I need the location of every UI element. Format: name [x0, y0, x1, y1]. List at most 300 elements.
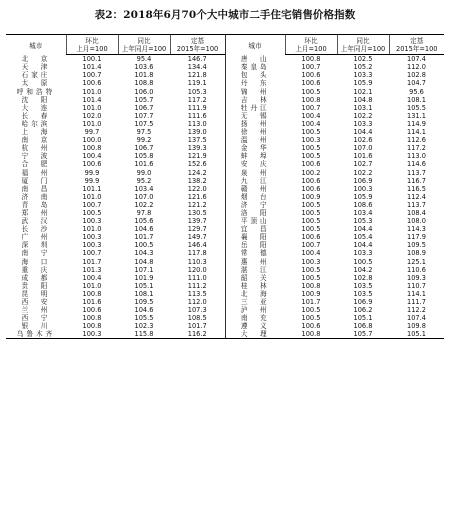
- left-yoy-cell: 101.9: [134, 273, 154, 282]
- right-base-cell: 107.4: [407, 55, 426, 64]
- right-mom-cell: 100.7: [301, 103, 321, 112]
- right-base-cell: 114.6: [407, 160, 426, 169]
- table-row: [6, 330, 444, 339]
- right-mom-cell: 100.5: [301, 87, 321, 96]
- left-mom-cell: 100.1: [82, 55, 102, 64]
- table-row: [6, 55, 444, 64]
- left-yoy-cell: 103.4: [134, 184, 154, 193]
- left-city-cell: 太 原: [21, 79, 51, 88]
- right-mom-cell: 100.5: [301, 265, 321, 274]
- right-yoy-cell: 104.4: [353, 225, 373, 234]
- right-base-cell: 112.6: [407, 136, 426, 145]
- right-base-cell: 95.6: [409, 87, 424, 96]
- right-mom-cell: 100.6: [301, 71, 321, 80]
- table-row: [6, 79, 444, 87]
- left-city-cell: 成 都: [21, 273, 51, 282]
- table-row: [6, 88, 444, 96]
- left-mom-cell: 102.0: [82, 111, 102, 120]
- right-city-cell: 三 亚: [225, 298, 285, 306]
- right-base-cell: 105.5: [407, 103, 426, 112]
- right-base-cell: 110.7: [407, 281, 426, 290]
- right-city-cell: 遵 义: [225, 322, 285, 330]
- right-base-cell: 112.0: [407, 63, 426, 72]
- right-base-cell: 104.7: [407, 79, 426, 88]
- left-mom-cell: 101.0: [82, 225, 102, 234]
- right-yoy-cell: 107.0: [353, 144, 373, 153]
- right-base-cell: 113.7: [407, 200, 426, 209]
- right-base-cell: 105.1: [389, 330, 444, 339]
- table-row: [6, 160, 444, 168]
- left-yoy-cell: 107.5: [134, 119, 154, 128]
- right-base-cell: 109.8: [407, 322, 426, 331]
- left-base-cell: 146.7: [187, 55, 207, 64]
- left-yoy-cell: 115.8: [118, 330, 170, 339]
- left-city-cell: 乌鲁木齐: [6, 330, 66, 339]
- right-yoy-cell: 105.2: [353, 63, 373, 72]
- right-base-cell: 131.1: [407, 111, 426, 120]
- right-base-cell: 108.0: [407, 217, 426, 226]
- left-mom-cell: 100.8: [82, 289, 102, 298]
- left-mom-cell: 100.8: [82, 314, 102, 323]
- right-base-cell: 102.8: [407, 71, 426, 80]
- left-city-cell: 天 津: [21, 63, 51, 72]
- left-city-cell: 深 圳: [21, 241, 51, 250]
- header-city-right: 城市: [225, 35, 285, 55]
- left-yoy-cell: 104.3: [134, 249, 154, 258]
- right-yoy-cell: 101.6: [353, 152, 373, 161]
- left-city-cell: 南 昌: [21, 184, 51, 193]
- left-base-cell: 122.0: [187, 184, 207, 193]
- left-city-cell: 济 南: [21, 192, 51, 201]
- left-yoy-cell: 104.6: [134, 225, 154, 234]
- right-mom-cell: 100.5: [301, 152, 321, 161]
- right-mom-cell: 100.6: [301, 79, 321, 88]
- left-base-cell: 134.4: [187, 63, 207, 72]
- right-city-cell: 大 理: [225, 330, 285, 339]
- right-mom-cell: 100.5: [301, 128, 321, 137]
- table-row: [6, 266, 444, 274]
- left-base-cell: 130.5: [187, 208, 207, 217]
- right-yoy-cell: 105.9: [353, 192, 373, 201]
- left-base-cell: 113.0: [187, 119, 207, 128]
- right-mom-cell: 100.6: [301, 233, 321, 242]
- table-row: [6, 193, 444, 201]
- header-yoy-sub-right: 上年同月=100: [337, 45, 389, 55]
- right-city-cell: 泉 州: [225, 169, 285, 177]
- right-mom-cell: 100.9: [301, 192, 321, 201]
- table-row: [6, 258, 444, 266]
- table-row: [6, 201, 444, 209]
- table-row: [6, 290, 444, 298]
- left-mom-cell: 100.4: [82, 152, 102, 161]
- left-city-cell: 大 连: [21, 103, 51, 112]
- right-city-cell: 徐 州: [225, 128, 285, 136]
- table-row: [6, 314, 444, 322]
- left-mom-cell: 101.4: [82, 63, 102, 72]
- left-city-cell: 长 春: [21, 111, 51, 120]
- table-row: [6, 249, 444, 257]
- table-row: [6, 71, 444, 79]
- right-city-cell: 北 海: [225, 290, 285, 298]
- right-yoy-cell: 105.7: [337, 330, 389, 339]
- left-mom-cell: 100.6: [82, 160, 102, 169]
- left-yoy-cell: 107.7: [134, 111, 154, 120]
- right-mom-cell: 100.5: [301, 273, 321, 282]
- left-city-cell: 石家庄: [21, 71, 51, 80]
- right-base-cell: 111.7: [407, 298, 426, 306]
- table-row: [6, 128, 444, 136]
- left-mom-cell: 100.4: [82, 273, 102, 282]
- left-yoy-cell: 106.7: [134, 144, 154, 153]
- right-city-cell: 金 华: [225, 144, 285, 152]
- right-city-cell: 洛 阳: [225, 209, 285, 217]
- right-yoy-cell: 104.4: [353, 128, 373, 137]
- left-mom-cell: 100.5: [82, 208, 102, 217]
- right-mom-cell: 100.3: [301, 257, 321, 266]
- right-base-cell: 113.7: [407, 168, 426, 177]
- left-city-cell: 南 京: [21, 136, 51, 145]
- left-base-cell: 111.6: [187, 111, 207, 120]
- left-mom-cell: 101.3: [82, 265, 102, 274]
- right-mom-cell: 100.2: [301, 168, 321, 177]
- header-mom-sub-left: 上月=100: [66, 45, 118, 55]
- left-city-cell: 福 州: [21, 168, 51, 177]
- left-yoy-cell: 101.8: [134, 71, 154, 80]
- right-city-cell: 吉 林: [225, 96, 285, 104]
- left-base-cell: 119.1: [187, 79, 207, 88]
- left-base-cell: 139.7: [187, 217, 207, 226]
- left-yoy-cell: 97.8: [136, 208, 152, 217]
- right-yoy-cell: 104.8: [353, 95, 373, 104]
- left-base-cell: 116.2: [170, 330, 225, 339]
- right-mom-cell: 100.6: [301, 176, 321, 185]
- left-base-cell: 117.2: [187, 95, 207, 104]
- right-mom-cell: 100.7: [301, 241, 321, 250]
- left-yoy-cell: 105.6: [134, 217, 154, 226]
- header-yoy-sub-left: 上年同月=100: [118, 45, 170, 55]
- table-row: [6, 169, 444, 177]
- right-city-cell: 扬 州: [225, 120, 285, 128]
- left-mom-cell: 100.3: [82, 233, 102, 242]
- right-city-cell: 无 锡: [225, 112, 285, 120]
- right-base-cell: 114.1: [407, 289, 426, 298]
- left-base-cell: 121.8: [187, 71, 207, 80]
- left-yoy-cell: 102.3: [134, 322, 154, 331]
- left-mom-cell: 99.9: [84, 168, 100, 177]
- left-yoy-cell: 102.2: [134, 200, 154, 209]
- left-mom-cell: 99.7: [84, 128, 100, 137]
- header-mom-left: 环比: [66, 35, 118, 46]
- left-mom-cell: 101.0: [82, 192, 102, 201]
- right-city-cell: 赣 州: [225, 185, 285, 193]
- left-mom-cell: 101.0: [82, 119, 102, 128]
- header-base-left: 定基: [170, 35, 225, 46]
- table-row: [6, 185, 444, 193]
- table-row: [6, 177, 444, 185]
- right-base-cell: 109.3: [407, 273, 426, 282]
- right-mom-cell: 100.4: [301, 111, 321, 120]
- right-mom-cell: 100.6: [301, 184, 321, 193]
- right-city-cell: 秦皇岛: [225, 63, 285, 71]
- right-mom-cell: 100.5: [301, 200, 321, 209]
- left-city-cell: 银 川: [21, 322, 51, 331]
- left-mom-cell: 100.6: [82, 306, 102, 315]
- right-base-cell: 114.9: [407, 119, 426, 128]
- right-yoy-cell: 100.5: [353, 257, 373, 266]
- right-mom-cell: 100.3: [301, 136, 321, 145]
- right-yoy-cell: 102.1: [353, 87, 373, 96]
- left-city-cell: 海 口: [21, 257, 51, 266]
- table-body: [6, 55, 444, 339]
- left-city-cell: 昆 明: [21, 289, 51, 298]
- right-base-cell: 113.0: [407, 152, 426, 161]
- left-city-cell: 呼和浩特: [16, 87, 56, 96]
- right-mom-cell: 100.5: [301, 314, 321, 323]
- left-base-cell: 101.7: [187, 322, 207, 331]
- right-base-cell: 109.5: [407, 241, 426, 250]
- left-yoy-cell: 99.2: [136, 136, 152, 145]
- right-city-cell: 桂 林: [225, 282, 285, 290]
- right-mom-cell: 100.9: [301, 289, 321, 298]
- header-mom-sub-right: 上月=100: [285, 45, 337, 55]
- left-mom-cell: 100.3: [66, 330, 118, 339]
- table-row: [6, 96, 444, 104]
- right-city-cell: 九 江: [225, 177, 285, 185]
- right-city-cell: 常 德: [225, 249, 285, 257]
- left-mom-cell: 100.7: [82, 200, 102, 209]
- right-mom-cell: 100.5: [301, 217, 321, 226]
- left-yoy-cell: 101.7: [134, 233, 154, 242]
- left-mom-cell: 100.7: [82, 71, 102, 80]
- left-base-cell: 107.3: [187, 306, 207, 315]
- right-yoy-cell: 103.3: [353, 119, 373, 128]
- right-mom-cell: 100.8: [285, 330, 337, 339]
- right-yoy-cell: 102.5: [353, 55, 373, 64]
- left-base-cell: 124.2: [187, 168, 207, 177]
- right-base-cell: 114.3: [407, 225, 426, 234]
- header-row-main: [6, 35, 444, 46]
- right-yoy-cell: 102.2: [353, 111, 373, 120]
- left-yoy-cell: 100.5: [134, 241, 154, 250]
- right-base-cell: 114.1: [407, 128, 426, 137]
- left-yoy-cell: 103.6: [134, 63, 154, 72]
- left-yoy-cell: 107.0: [134, 192, 154, 201]
- header-yoy-right: 同比: [337, 35, 389, 46]
- left-base-cell: 121.9: [187, 152, 207, 161]
- right-yoy-cell: 105.9: [353, 79, 373, 88]
- right-city-cell: 包 头: [225, 71, 285, 79]
- table-row: [6, 144, 444, 152]
- left-city-cell: 重 庆: [21, 265, 51, 274]
- left-city-cell: 郑 州: [21, 208, 51, 217]
- left-yoy-cell: 97.5: [136, 128, 152, 137]
- left-mom-cell: 101.0: [82, 103, 102, 112]
- right-mom-cell: 100.5: [301, 306, 321, 315]
- right-mom-cell: 100.5: [301, 144, 321, 153]
- left-mom-cell: 101.0: [82, 87, 102, 96]
- table-row: [6, 209, 444, 217]
- right-mom-cell: 100.4: [301, 249, 321, 258]
- header-yoy-left: 同比: [118, 35, 170, 46]
- left-base-cell: 108.5: [187, 314, 207, 323]
- left-mom-cell: 100.0: [82, 136, 102, 145]
- left-city-cell: 西 安: [21, 298, 51, 306]
- left-base-cell: 137.5: [187, 136, 207, 145]
- right-mom-cell: 101.7: [301, 298, 321, 306]
- right-city-cell: 唐 山: [225, 55, 285, 64]
- right-city-cell: 温 州: [225, 136, 285, 144]
- right-city-cell: 蚌 埠: [225, 152, 285, 160]
- table-row: [6, 63, 444, 71]
- right-mom-cell: 100.8: [301, 95, 321, 104]
- left-city-cell: 北 京: [21, 54, 51, 63]
- left-base-cell: 152.6: [187, 160, 207, 169]
- left-mom-cell: 101.7: [82, 257, 102, 266]
- left-city-cell: 兰 州: [21, 306, 51, 315]
- left-city-cell: 贵 阳: [21, 281, 51, 290]
- left-city-cell: 沈 阳: [21, 95, 51, 104]
- left-city-cell: 杭 州: [21, 144, 51, 153]
- right-yoy-cell: 106.9: [353, 298, 373, 306]
- right-yoy-cell: 105.3: [353, 217, 373, 226]
- left-base-cell: 139.0: [187, 128, 207, 137]
- right-mom-cell: 100.6: [301, 322, 321, 331]
- table-row: [6, 282, 444, 290]
- right-yoy-cell: 103.3: [353, 71, 373, 80]
- right-base-cell: 107.4: [407, 314, 426, 323]
- header-city-left: 城市: [6, 35, 66, 55]
- left-base-cell: 121.6: [187, 192, 207, 201]
- right-city-cell: 济 宁: [225, 201, 285, 209]
- right-yoy-cell: 106.8: [353, 322, 373, 331]
- left-yoy-cell: 105.5: [134, 314, 154, 323]
- left-mom-cell: 100.8: [82, 322, 102, 331]
- header-mom-right: 环比: [285, 35, 337, 46]
- right-mom-cell: 100.7: [301, 63, 321, 72]
- right-base-cell: 108.1: [407, 95, 426, 104]
- right-city-cell: 岳 阳: [225, 241, 285, 249]
- left-yoy-cell: 105.8: [134, 152, 154, 161]
- right-yoy-cell: 104.4: [353, 241, 373, 250]
- table-row: [6, 306, 444, 314]
- table-row: [6, 233, 444, 241]
- left-yoy-cell: 105.1: [134, 281, 154, 290]
- left-city-cell: 长 沙: [21, 225, 51, 234]
- left-yoy-cell: 104.6: [134, 306, 154, 315]
- left-base-cell: 121.2: [187, 200, 207, 209]
- left-yoy-cell: 104.8: [134, 257, 154, 266]
- left-mom-cell: 100.7: [82, 249, 102, 258]
- right-city-cell: 丹 东: [225, 79, 285, 87]
- right-mom-cell: 100.4: [301, 119, 321, 128]
- left-city-cell: 广 州: [21, 233, 51, 242]
- left-mom-cell: 100.3: [82, 241, 102, 250]
- right-base-cell: 116.7: [407, 176, 426, 185]
- header-base-sub-right: 2015年=100: [389, 45, 444, 55]
- right-yoy-cell: 106.9: [353, 176, 373, 185]
- left-base-cell: 117.8: [187, 249, 207, 258]
- right-mom-cell: 100.5: [301, 225, 321, 234]
- left-mom-cell: 100.6: [82, 79, 102, 88]
- left-city-cell: 哈尔滨: [21, 119, 51, 128]
- right-base-cell: 112.4: [407, 192, 426, 201]
- right-yoy-cell: 103.1: [353, 103, 373, 112]
- left-yoy-cell: 108.8: [134, 79, 154, 88]
- right-city-cell: 平顶山: [225, 217, 285, 225]
- right-yoy-cell: 103.5: [353, 281, 373, 290]
- header-base-sub-left: 2015年=100: [170, 45, 225, 55]
- left-mom-cell: 99.9: [84, 176, 100, 185]
- header-base-right: 定基: [389, 35, 444, 46]
- right-city-cell: 烟 台: [225, 193, 285, 201]
- left-yoy-cell: 106.7: [134, 103, 154, 112]
- right-base-cell: 116.5: [407, 184, 426, 193]
- right-city-cell: 安 庆: [225, 160, 285, 168]
- table-row: [6, 120, 444, 128]
- right-base-cell: 117.2: [407, 144, 426, 153]
- right-mom-cell: 100.6: [301, 160, 321, 169]
- left-base-cell: 105.3: [187, 87, 207, 96]
- table-row: [6, 104, 444, 112]
- right-yoy-cell: 106.2: [353, 306, 373, 315]
- left-base-cell: 111.2: [187, 281, 207, 290]
- left-mom-cell: 101.4: [82, 95, 102, 104]
- right-base-cell: 125.1: [407, 257, 426, 266]
- left-city-cell: 南 宁: [21, 249, 51, 258]
- left-mom-cell: 100.3: [82, 217, 102, 226]
- right-city-cell: 泸 州: [225, 306, 285, 314]
- left-mom-cell: 101.0: [82, 281, 102, 290]
- right-yoy-cell: 102.2: [353, 168, 373, 177]
- right-yoy-cell: 102.7: [353, 160, 373, 169]
- left-city-cell: 武 汉: [21, 217, 51, 226]
- right-yoy-cell: 102.6: [353, 136, 373, 145]
- right-base-cell: 110.6: [407, 265, 426, 274]
- right-yoy-cell: 105.1: [353, 314, 373, 323]
- left-city-cell: 合 肥: [21, 160, 51, 169]
- table-row: [6, 274, 444, 282]
- right-city-cell: 锦 州: [225, 88, 285, 96]
- left-base-cell: 120.0: [187, 265, 207, 274]
- left-yoy-cell: 109.5: [134, 298, 154, 306]
- right-mom-cell: 100.8: [301, 55, 321, 64]
- right-yoy-cell: 100.3: [353, 184, 373, 193]
- left-yoy-cell: 101.6: [134, 160, 154, 169]
- left-yoy-cell: 106.0: [134, 87, 154, 96]
- left-city-cell: 西 宁: [21, 314, 51, 323]
- table-row: [6, 322, 444, 330]
- left-base-cell: 129.7: [187, 225, 207, 234]
- right-city-cell: 韶 关: [225, 274, 285, 282]
- left-city-cell: 青 岛: [21, 200, 51, 209]
- right-base-cell: 117.9: [407, 233, 426, 242]
- right-yoy-cell: 103.4: [353, 208, 373, 217]
- left-base-cell: 110.3: [187, 257, 207, 266]
- right-yoy-cell: 103.3: [353, 249, 373, 258]
- right-mom-cell: 100.5: [301, 208, 321, 217]
- left-base-cell: 111.0: [187, 273, 207, 282]
- right-city-cell: 湛 江: [225, 266, 285, 274]
- left-mom-cell: 101.6: [82, 298, 102, 306]
- table-row: [6, 112, 444, 120]
- right-city-cell: 惠 州: [225, 258, 285, 266]
- table-row: [6, 217, 444, 225]
- right-city-cell: 宜 昌: [225, 225, 285, 233]
- left-base-cell: 111.9: [187, 103, 207, 112]
- right-city-cell: 襄 阳: [225, 233, 285, 241]
- left-city-cell: 厦 门: [21, 176, 51, 185]
- table-row: [6, 298, 444, 306]
